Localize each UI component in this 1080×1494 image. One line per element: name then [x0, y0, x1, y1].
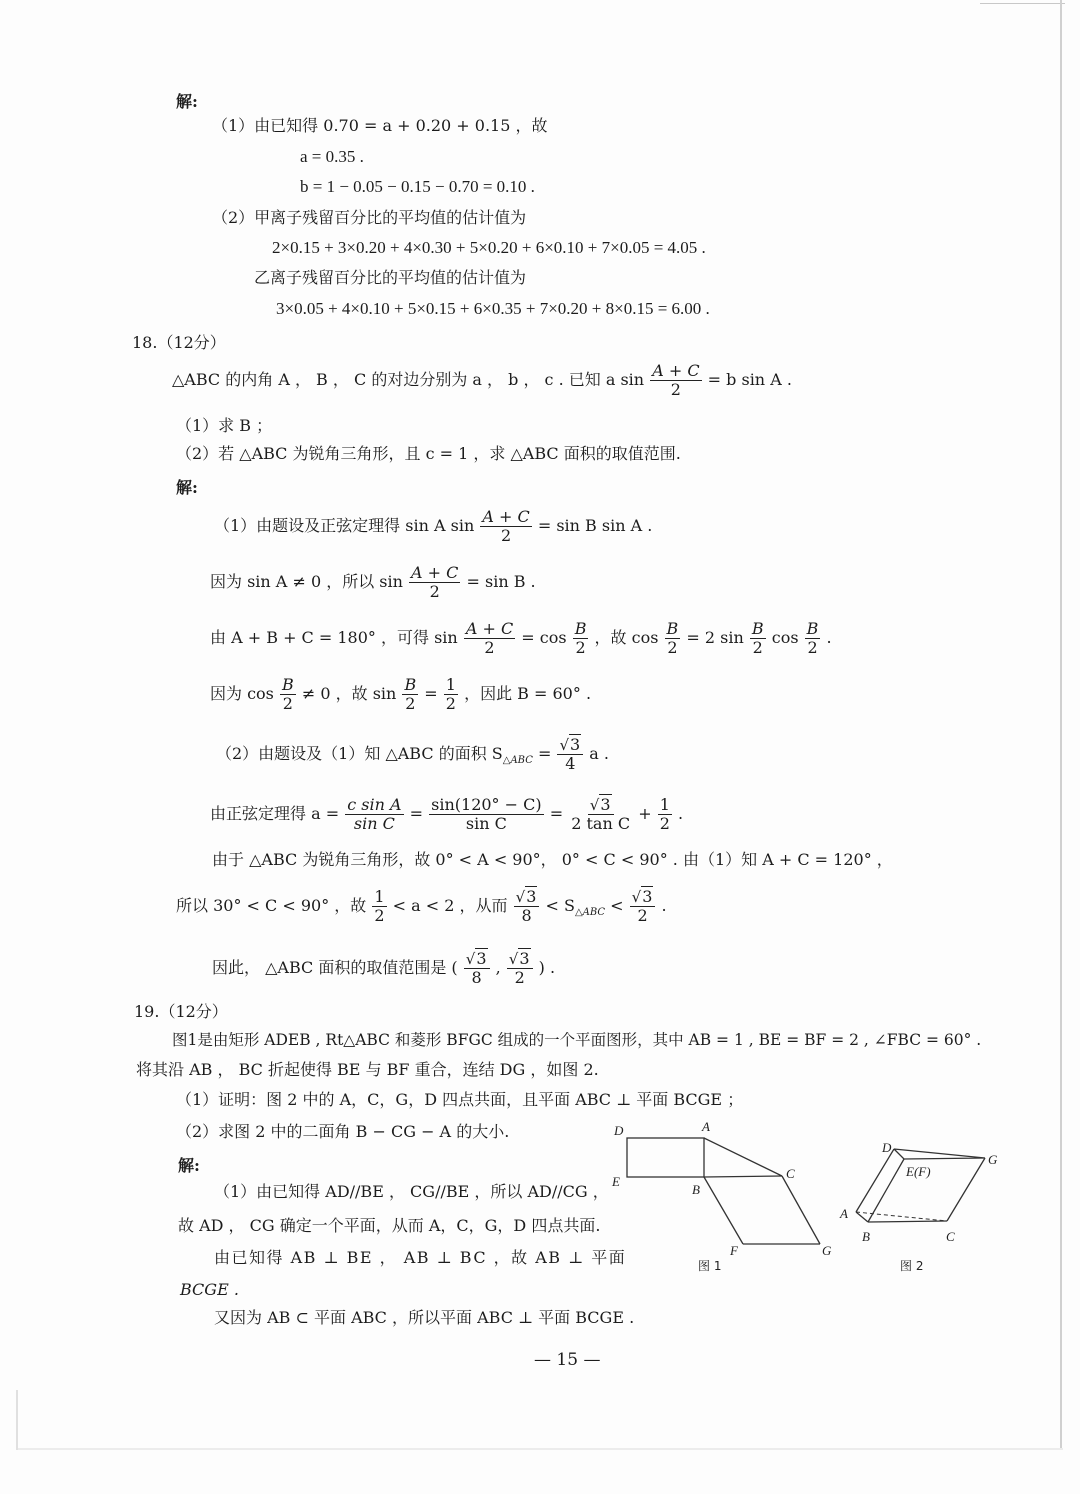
label-B: B [692, 1182, 700, 1197]
denominator: 8 [521, 906, 532, 925]
numerator: B [574, 619, 587, 638]
sqrt-symbol: √3 [508, 949, 530, 968]
label-G: G [822, 1243, 832, 1258]
text: < S [545, 896, 575, 915]
denominator: 2 [752, 638, 763, 657]
fraction [658, 796, 672, 833]
scan-edge-top [980, 3, 1065, 4]
subscript: △ABC [502, 755, 533, 766]
q18-title: 18.（12分） [132, 333, 226, 352]
numerator: c sin A [347, 795, 402, 814]
denominator: 2 [514, 968, 525, 987]
scan-edge-bottom [18, 1448, 1063, 1450]
label-G: G [988, 1152, 998, 1167]
page-number: — 15 — [534, 1350, 601, 1370]
label-C: C [946, 1229, 955, 1244]
label-E-F: E(F) [906, 1164, 931, 1179]
q17-p1-line2: a = 0.35 . [300, 147, 364, 166]
numerator: A + C [652, 361, 700, 380]
q18-s3 [210, 620, 832, 657]
fraction [573, 620, 589, 657]
denominator: 2 [667, 638, 678, 657]
q19-stem-line1: 图1是由矩形 ADEB , Rt△ABC 和菱形 BFGC 组成的一个平面图形，其中 AB = 1 , BE = BF = 2 , ∠FBC = 60° . [172, 1031, 982, 1049]
q19-s1: （1）由已知得 AD//BE ， CG//BE ，所以 AD//CG ， [214, 1182, 609, 1201]
denominator: 2 [659, 814, 670, 833]
figure-1-planar-diagram [600, 1110, 850, 1290]
denominator: 2 [670, 380, 681, 399]
scan-edge-left [16, 1390, 18, 1450]
denominator: 2 [484, 638, 495, 657]
figure-2-folded-solid [836, 1130, 1016, 1280]
denominator: sin C [465, 814, 507, 833]
text: = [537, 744, 552, 763]
fraction [345, 796, 403, 833]
text: ) . [538, 958, 556, 977]
numerator: A + C [411, 563, 459, 582]
denominator: 2 [429, 582, 440, 601]
radicand: 3 [570, 735, 581, 754]
label-F: F [730, 1243, 738, 1258]
radicand: 3 [476, 949, 487, 968]
numerator: A + C [482, 507, 530, 526]
text: < [610, 896, 624, 915]
denominator: 4 [565, 754, 576, 773]
text: 所以 30° < C < 90° ，故 [176, 896, 367, 915]
text: + [638, 804, 652, 823]
numerator: B [666, 619, 679, 638]
text: = [424, 684, 438, 703]
numerator: B [282, 675, 294, 694]
q18-s7: 由于 △ABC 为锐角三角形，故 0° < A < 90°， 0° < C < 90° . 由（1）知 A + C = 120° ， [212, 850, 893, 869]
text: 因此， △ABC 面积的取值范围是 ( [212, 958, 458, 977]
q18-s4 [210, 676, 591, 713]
q17-p1-line3: b = 1 − 0.05 − 0.15 − 0.70 = 0.10 . [300, 177, 535, 196]
q18-s9 [212, 950, 555, 987]
fraction [480, 508, 531, 545]
denominator: 2 [575, 638, 586, 657]
text: = sin B . [466, 572, 536, 591]
q18-solution-header: 解: [176, 478, 198, 497]
sqrt-symbol: √3 [515, 887, 537, 906]
fraction [402, 676, 418, 713]
denominator: sin C [353, 814, 395, 833]
radicand: 3 [642, 887, 653, 906]
text: = 2 sin [686, 628, 744, 647]
q18-part2: （2）若 △ABC 为锐角三角形，且 c = 1 ，求 △ABC 面积的取值范围. [176, 444, 681, 463]
q17-p1-line1: （1）由已知得 0.70 = a + 0.20 + 0.15 ，故 [212, 116, 548, 135]
q17-p2-line2: 2×0.15 + 3×0.20 + 4×0.30 + 5×0.20 + 6×0.10 + 7×0.05 = 4.05 . [272, 238, 706, 257]
q19-s3: 由已知得 AB ⊥ BE ， AB ⊥ BC ，故 AB ⊥ 平面 [214, 1248, 627, 1267]
numerator: B [806, 619, 819, 638]
text: a . [589, 744, 610, 763]
fraction [444, 676, 458, 713]
q19-s5: 又因为 AB ⊂ 平面 ABC ，所以平面 ABC ⊥ 平面 BCGE . [214, 1308, 635, 1327]
figure-1-caption: 图 1 [698, 1259, 722, 1273]
q19-solution-header: 解: [178, 1156, 200, 1175]
fraction [650, 362, 701, 399]
denominator: 2 [374, 906, 385, 925]
q19-title: 19.（12分） [134, 1002, 228, 1021]
radicand: 3 [600, 795, 611, 814]
fraction [557, 736, 583, 773]
text: ，因此 B = 60° . [464, 684, 592, 703]
fraction [750, 620, 766, 657]
text: 由正弦定理得 a = [210, 804, 340, 823]
q17-p2-line3: 乙离子残留百分比的平均值的估计值为 [254, 268, 527, 287]
q18-stem [172, 362, 792, 399]
label-A: A [702, 1119, 710, 1134]
q18-s5 [216, 736, 609, 773]
text: < a < 2 ，从而 [392, 896, 508, 915]
label-A: A [840, 1206, 848, 1221]
q19-part2: （2）求图 2 中的二面角 B − CG − A 的大小. [176, 1122, 510, 1141]
text: . [677, 804, 684, 823]
scan-edge-right [1060, 0, 1062, 1450]
text: （2）由题设及（1）知 △ABC 的面积 S [216, 744, 503, 763]
numerator: 1 [445, 675, 456, 694]
q19-s4: BCGE . [180, 1280, 239, 1299]
subscript: △ABC [574, 907, 606, 918]
q18-s1 [214, 508, 652, 545]
denominator: 2 [445, 694, 456, 713]
numerator: A + C [465, 619, 514, 638]
text: , [495, 958, 501, 977]
denominator: 2 tan C [571, 814, 631, 833]
figure-2-caption: 图 2 [900, 1259, 924, 1273]
radicand: 3 [526, 887, 537, 906]
fraction [409, 564, 460, 601]
q17-p2-line4: 3×0.05 + 4×0.10 + 5×0.15 + 6×0.35 + 7×0.20 + 8×0.15 = 6.00 . [276, 299, 710, 318]
denominator: 2 [807, 638, 818, 657]
numerator: B [404, 675, 417, 694]
q18-stem-tail: = b sin A . [707, 370, 792, 389]
q18-s6: 由正弦定理得 a = $\frac{\text{c sin A}}{\text{sin C}}$ = $\frac{\sin(120^\circ - C)}{\text{sin C}}$ = $\frac{√3}{\text{2 tan C}}$ + $\frac{1}{2}$ . [210, 795, 684, 833]
fraction [464, 950, 490, 987]
q17-solution-header: 解: [176, 92, 198, 111]
denominator: 2 [500, 526, 512, 545]
fraction [372, 888, 386, 925]
denominator: 2 [637, 906, 648, 925]
denominator: 2 [282, 694, 293, 713]
label-D: D [614, 1123, 624, 1138]
sqrt-symbol: √3 [631, 887, 653, 906]
q17-p2-line1: （2）甲离子残留百分比的平均值的估计值为 [212, 208, 527, 227]
text: = cos [521, 628, 567, 647]
q18-part1: （1）求 B ； [176, 416, 273, 435]
text: 因为 sin A ≠ 0 ，所以 sin [210, 572, 403, 591]
numerator: 1 [374, 887, 385, 906]
label-E: E [612, 1174, 620, 1189]
fraction [507, 950, 533, 987]
text: cos [771, 628, 799, 647]
fraction [569, 796, 632, 833]
sqrt-symbol: √3 [589, 795, 611, 814]
q19-part1: （1）证明：图 2 中的 A，C，G，D 四点共面，且平面 ABC ⊥ 平面 BCGE ； [176, 1090, 744, 1109]
radicand: 3 [519, 949, 530, 968]
label-D: D [882, 1140, 892, 1155]
denominator: 2 [405, 694, 416, 713]
numerator: sin(120° − C) [431, 795, 542, 814]
fraction [805, 620, 821, 657]
text: . [826, 628, 832, 647]
fraction [464, 620, 515, 657]
text: 因为 cos [210, 684, 274, 703]
text: ≠ 0 ，故 sin [301, 684, 397, 703]
fraction [429, 796, 543, 833]
q19-s2: 故 AD ， CG 确定一个平面，从而 A，C，G，D 四点共面. [178, 1216, 601, 1235]
fraction [665, 620, 681, 657]
label-C: C [786, 1166, 795, 1181]
text: = sin B sin A . [537, 516, 653, 535]
text: 由 A + B + C = 180° ，可得 sin [210, 628, 458, 647]
q18-s8 [176, 888, 667, 925]
numerator: 1 [659, 795, 670, 814]
text: . [661, 896, 667, 915]
fraction [280, 676, 296, 713]
fraction [514, 888, 540, 925]
denominator: 8 [471, 968, 482, 987]
text: （1）由题设及正弦定理得 sin A sin [214, 516, 475, 535]
q18-stem-text: △ABC 的内角 A ， B ， C 的对边分别为 a ， b ， c . 已知 a sin [172, 370, 645, 389]
q19-stem-line2: 将其沿 AB ， BC 折起使得 BE 与 BF 重合，连结 DG ，如图 2. [136, 1060, 599, 1079]
label-B: B [862, 1229, 870, 1244]
sqrt-symbol: √3 [559, 735, 581, 754]
numerator: B [751, 619, 764, 638]
text: ，故 cos [594, 628, 659, 647]
sqrt-symbol: √3 [465, 949, 487, 968]
q18-s2 [210, 564, 536, 601]
fraction [630, 888, 656, 925]
